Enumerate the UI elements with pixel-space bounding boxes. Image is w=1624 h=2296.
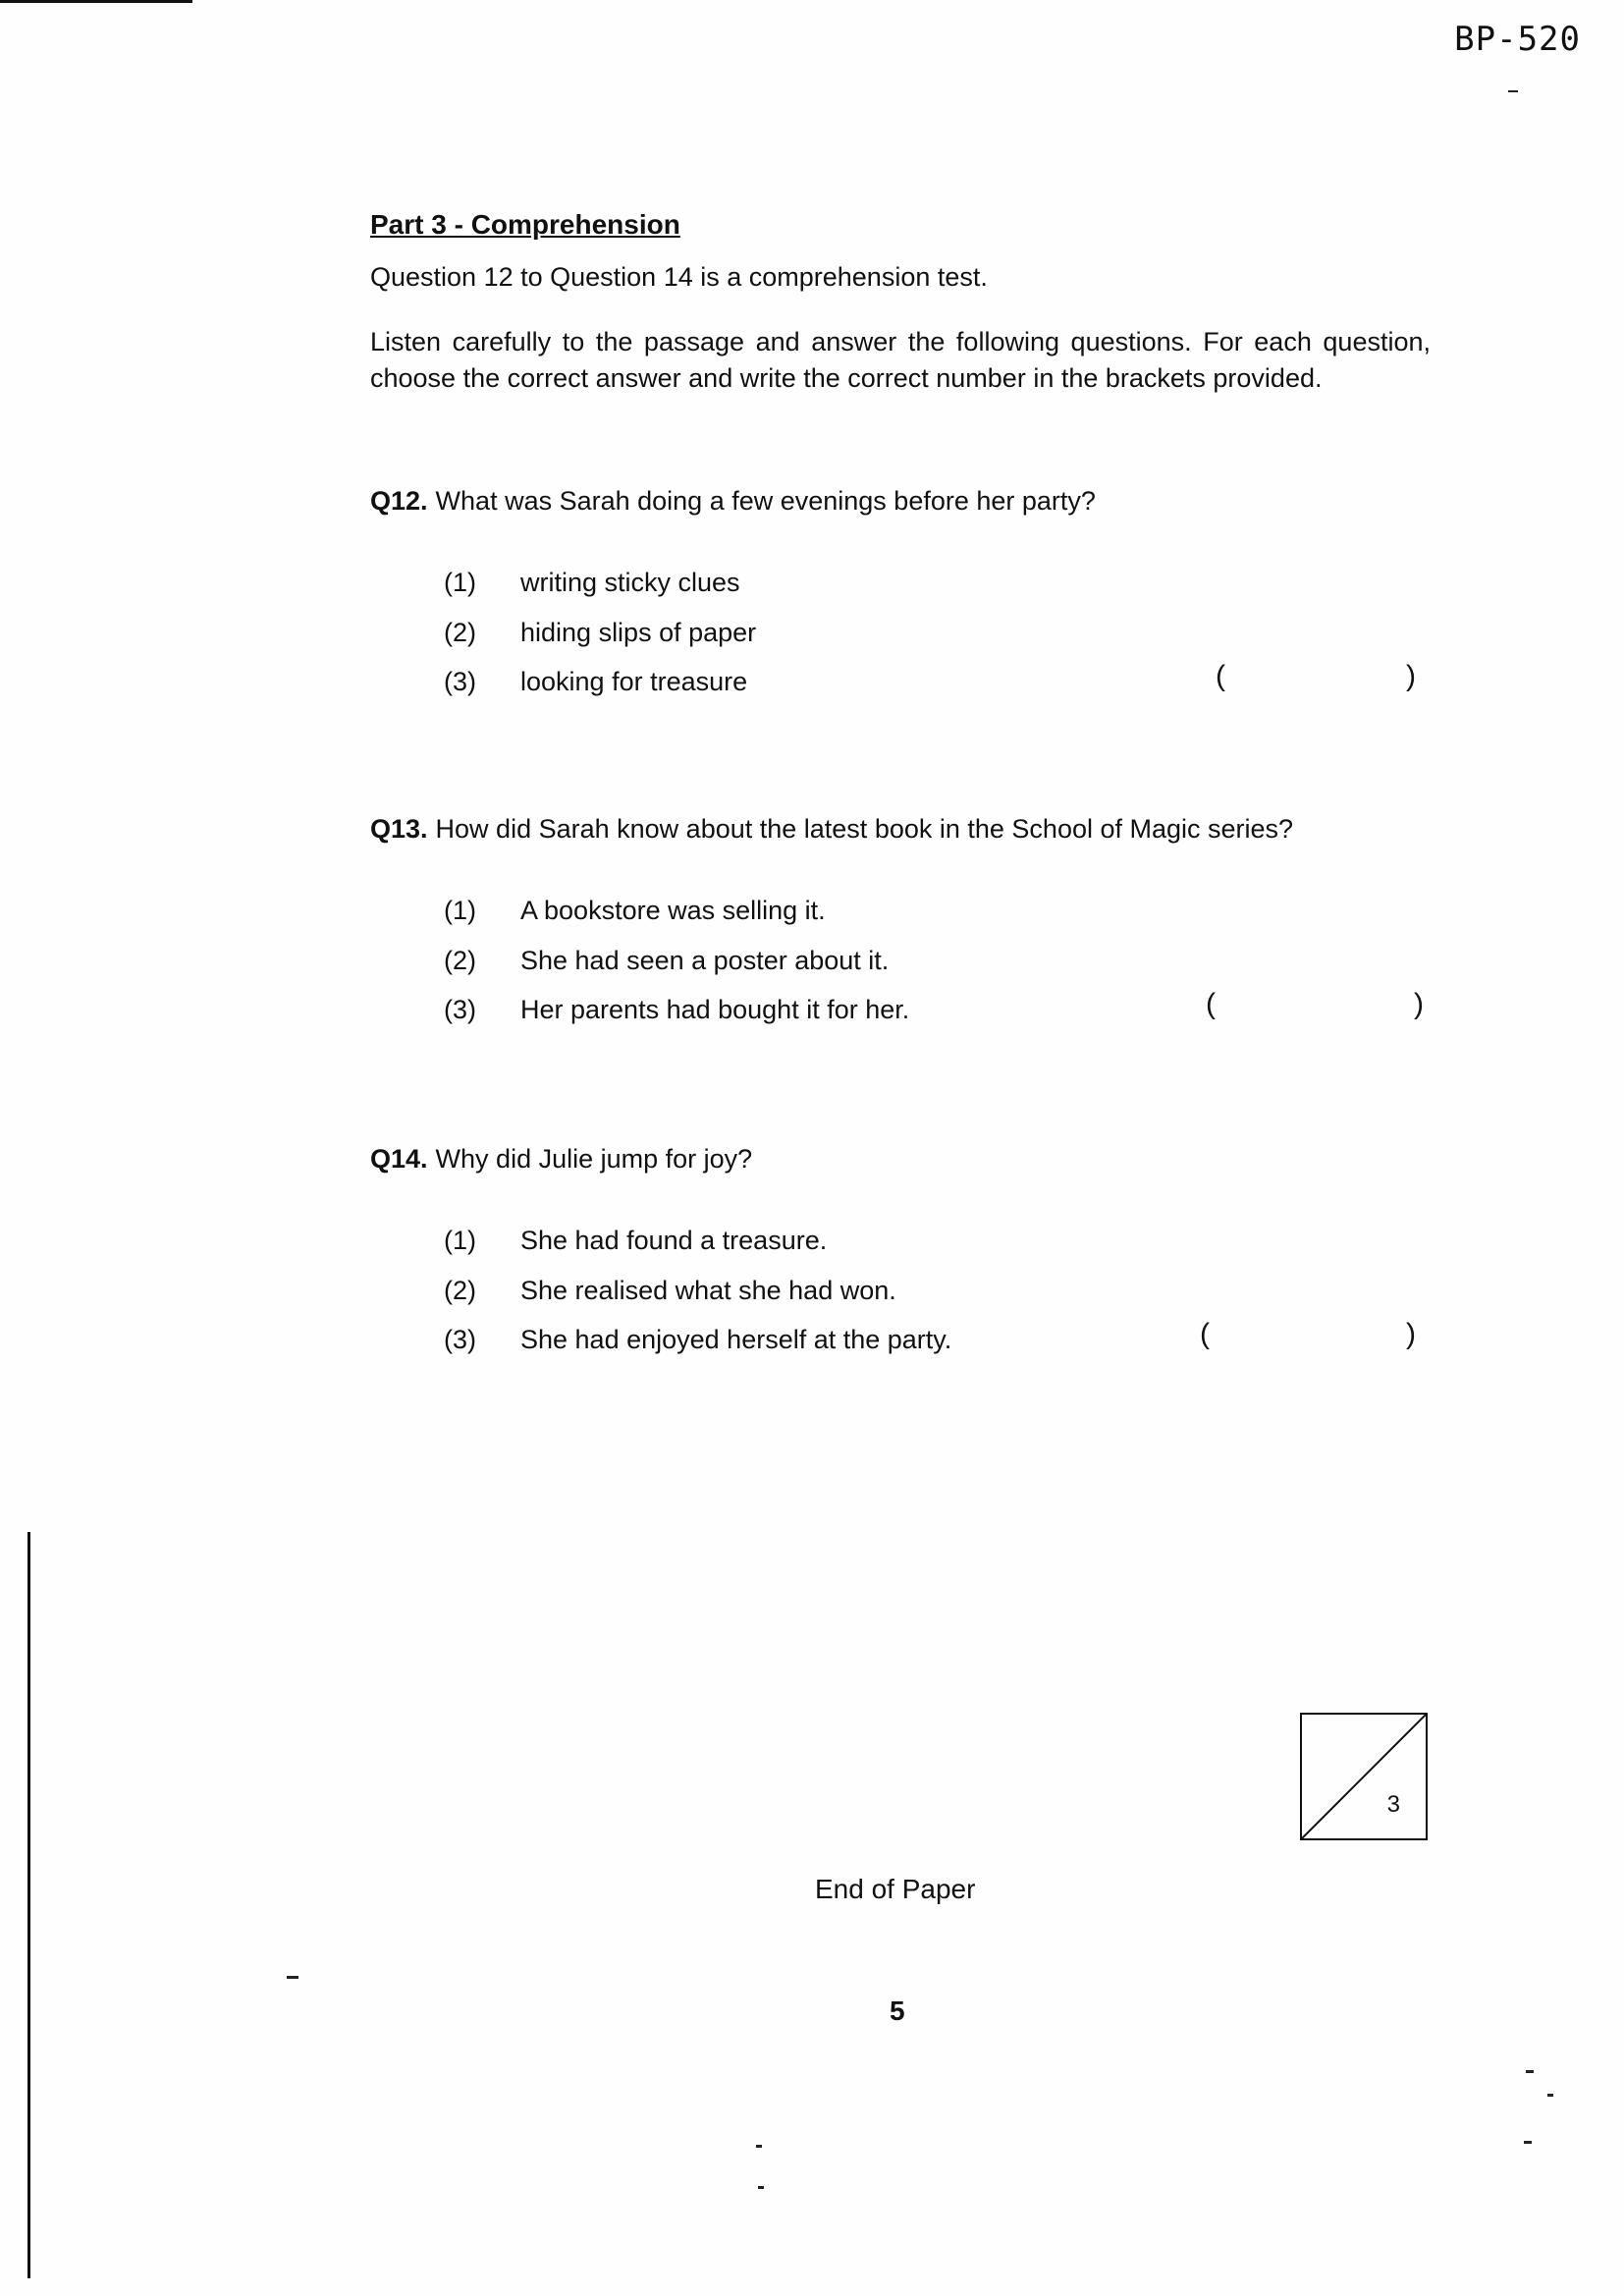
scan-mark — [1524, 2141, 1532, 2144]
option — [444, 568, 740, 598]
option — [444, 896, 826, 926]
question-13 — [370, 814, 1293, 845]
scan-mark — [1526, 2070, 1534, 2073]
option-label: (1) — [444, 568, 476, 597]
left-margin-rule — [27, 1532, 30, 2278]
scan-mark — [287, 1976, 298, 1979]
option-label: (1) — [444, 896, 476, 925]
top-rule — [0, 0, 192, 3]
option-text: She had found a treasure. — [520, 1226, 828, 1255]
section-instructions: Listen carefully to the passage and answer the following questions. For each question, choose the correct answer and write the correct number in the brackets provided. — [370, 327, 1431, 393]
answer-bracket-close[interactable]: ) — [1406, 1318, 1416, 1350]
option-text: writing sticky clues — [520, 568, 740, 597]
option-text: Her parents had bought it for her. — [520, 995, 910, 1024]
option-label: (1) — [444, 1226, 476, 1255]
option-text: She realised what she had won. — [520, 1276, 896, 1305]
option-label: (3) — [444, 995, 476, 1024]
answer-bracket-open[interactable]: ( — [1200, 1318, 1210, 1350]
option — [444, 1226, 827, 1256]
option-label: (2) — [444, 1276, 476, 1305]
answer-bracket-close[interactable]: ) — [1414, 988, 1424, 1020]
option — [444, 1325, 951, 1355]
scan-mark — [758, 2186, 764, 2189]
question-14 — [370, 1144, 752, 1175]
option-label: (3) — [444, 667, 476, 696]
option — [444, 1276, 896, 1306]
option-text: hiding slips of paper — [520, 618, 757, 647]
score-total: 3 — [1386, 1791, 1400, 1818]
option-text: looking for treasure — [520, 667, 748, 696]
option — [444, 995, 909, 1025]
option-label: (2) — [444, 618, 476, 647]
scan-mark — [1547, 2094, 1553, 2097]
page-number: 5 — [890, 1995, 905, 2026]
option — [444, 618, 756, 648]
option-text: A bookstore was selling it. — [520, 896, 826, 925]
question-text: What was Sarah doing a few evenings before her party? — [435, 486, 1096, 516]
option — [444, 667, 747, 697]
question-number: Q13. — [370, 814, 428, 844]
answer-bracket-open[interactable]: ( — [1216, 660, 1225, 692]
option-label: (2) — [444, 946, 476, 975]
option-text: She had seen a poster about it. — [520, 946, 890, 975]
end-of-paper: End of Paper — [815, 1874, 976, 1904]
paper-code: BP-520 — [1454, 20, 1581, 59]
scan-mark — [1508, 90, 1518, 92]
question-number: Q14. — [370, 1144, 428, 1174]
question-text: How did Sarah know about the latest book in the School of Magic series? — [435, 814, 1294, 844]
answer-bracket-close[interactable]: ) — [1406, 660, 1416, 692]
score-box[interactable] — [1300, 1713, 1428, 1840]
question-12 — [370, 486, 1096, 517]
score-box-diagonal — [1302, 1715, 1426, 1838]
question-number: Q12. — [370, 486, 428, 516]
option — [444, 946, 889, 976]
option-text: She had enjoyed herself at the party. — [520, 1325, 952, 1354]
question-text: Why did Julie jump for joy? — [435, 1144, 753, 1174]
section-title: Part 3 - Comprehension — [370, 209, 680, 240]
answer-bracket-open[interactable]: ( — [1206, 988, 1216, 1020]
section-intro: Question 12 to Question 14 is a comprehension test. — [370, 262, 988, 292]
scan-mark — [756, 2145, 762, 2148]
option-label: (3) — [444, 1325, 476, 1354]
